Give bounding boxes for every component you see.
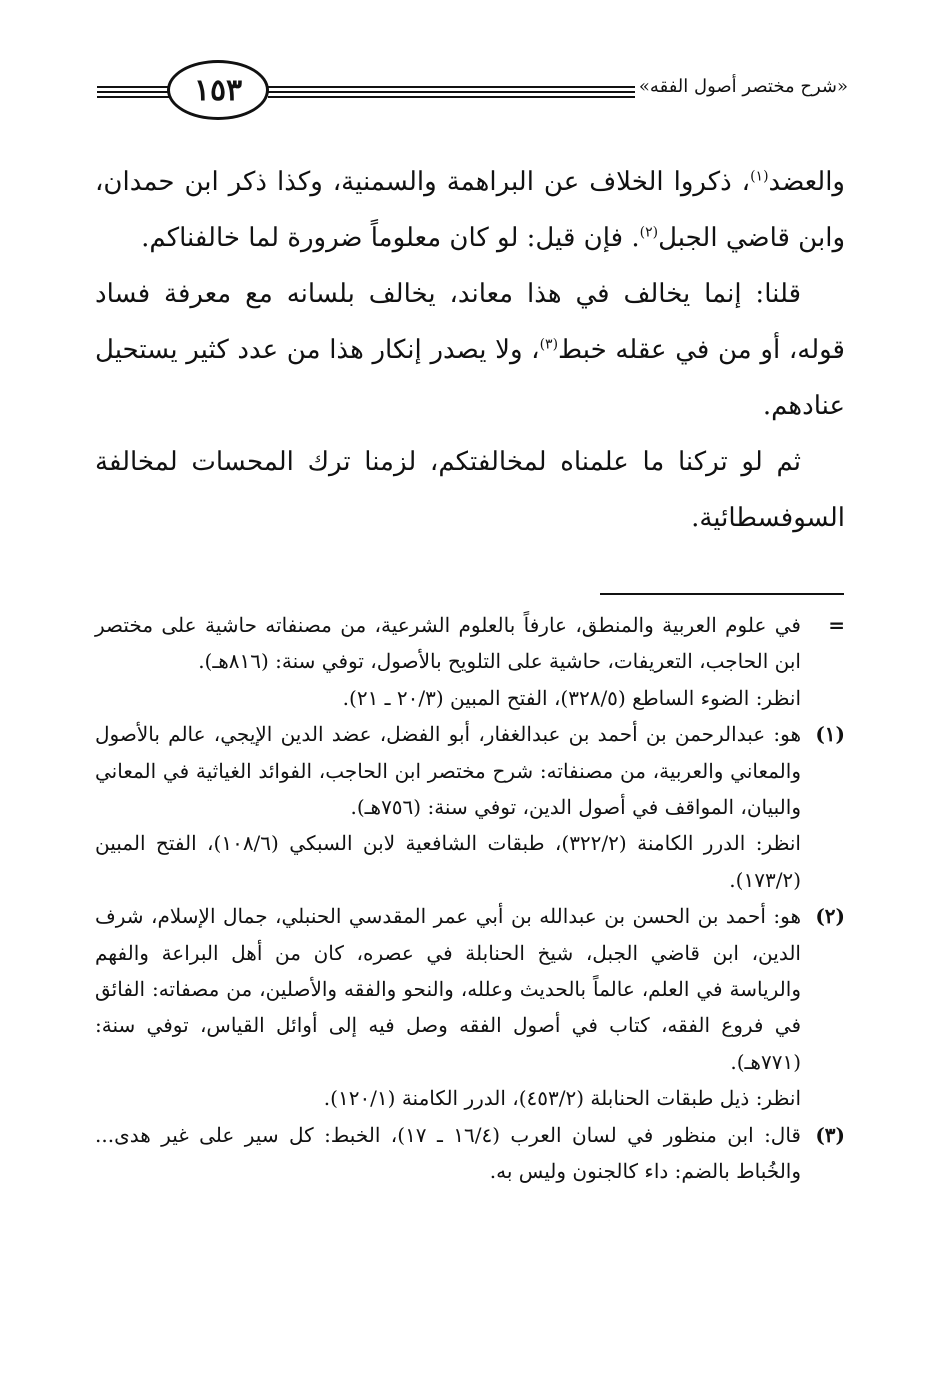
footnote-text: قال: ابن منظور في لسان العرب (١٦/٤ ـ ١٧)، الخبط: كل سير على غير هدى... والخُباط بالضم: داء كالجنون وليس به. bbox=[95, 1122, 801, 1184]
footnote-reference: انظر: الدرر الكامنة (٣٢٢/٢)، طبقات الشافعية لابن السبكي (١٠٨/٦)، الفتح المبين (١٧٣/٢). bbox=[95, 831, 801, 892]
main-text bbox=[95, 154, 845, 546]
footnote-text: في علوم العربية والمنطق، عارفاً بالعلوم الشرعية، من مصنفاته حاشية على مختصر ابن الحاجب، التعريفات، حاشية على التلويح بالأصول، توفي سنة: (٨١٦هـ). bbox=[95, 613, 801, 674]
header-rule-right bbox=[268, 86, 635, 98]
page-number: ١٥٣ bbox=[167, 60, 269, 120]
footnote-mark: = bbox=[828, 613, 845, 637]
footnote-ref-3: (٣) bbox=[539, 336, 559, 353]
paragraph-3: ثم لو تركنا ما علمناه لمخالفتكم، لزمنا ترك المحسات لمخالفة السوفسطائية. bbox=[95, 447, 845, 533]
footnote-ref-2: (٢) bbox=[639, 224, 659, 241]
footnote-body bbox=[95, 898, 801, 1116]
paragraph-2-part-a: قلنا: إنما يخالف في هذا معاند، يخالف بلسانه مع معرفة فساد قوله، أو من في عقله خبط bbox=[95, 279, 845, 365]
footnote-ref-1: (١) bbox=[750, 168, 769, 185]
footnote-divider bbox=[600, 593, 844, 595]
paragraph-2-part-b: ، ولا يصدر إنكار هذا من عدد كثير يستحيل عنادهم. bbox=[95, 335, 845, 421]
paragraph-1-part-c: . فإن قيل: لو كان معلوماً ضرورة لما خالفناكم. bbox=[141, 223, 640, 253]
footnote-2 bbox=[95, 898, 845, 1116]
footnote-1 bbox=[95, 716, 845, 898]
footnote-reference: انظر: ذيل طبقات الحنابلة (٤٥٣/٢)، الدرر الكامنة (١٢٠/١). bbox=[323, 1086, 801, 1111]
footnote-mark: (٢) bbox=[815, 904, 845, 929]
footnotes bbox=[95, 607, 845, 1190]
footnote-mark: (٣) bbox=[815, 1122, 845, 1147]
footnote-3 bbox=[95, 1117, 845, 1190]
paragraph-2 bbox=[95, 266, 845, 434]
running-header-title: «شرح مختصر أصول الفقه» bbox=[638, 76, 848, 97]
footnote-body bbox=[95, 1117, 801, 1190]
footnote-continued bbox=[95, 607, 845, 716]
footnote-reference: انظر: الضوء الساطع (٣٢٨/٥)، الفتح المبين (٢٠/٣ ـ ٢١). bbox=[342, 685, 801, 710]
footnote-text: هو: عبدالرحمن بن أحمد بن عبدالغفار، أبو الفضل، عضد الدين الإيجي، عالم بالأصول والمعاني والعربية، من مصنفاته: شرح مختصر ابن الحاجب، الفوائد الغياثية في المعاني والبيان، المواقف في أصول الدين، توفي سنة: (٧٥٦هـ). bbox=[95, 722, 801, 820]
footnote-body bbox=[95, 716, 801, 898]
footnote-body bbox=[95, 607, 801, 716]
header-rule-left bbox=[97, 86, 169, 98]
paragraph-1-part-b: ، ذكروا الخلاف عن البراهمة والسمنية، وكذا ذكر ابن حمدان، وابن قاضي الجبل bbox=[95, 167, 845, 253]
footnote-text: هو: أحمد بن الحسن بن عبدالله بن أبي عمر المقدسي الحنبلي، جمال الإسلام، شرف الدين، ابن قاضي الجبل، شيخ الحنابلة في عصره، كان من أهل البراعة والفهم والرياسة في العلم، عالماً بالحديث وعلله، والنحو والفقه والأصلين، من مصفاته: الفائق في فروع الفقه، كتاب في أصول الفقه وصل فيه إلى أوائل القياس، توفي سنة: (٧٧١هـ). bbox=[95, 904, 801, 1074]
paragraph-1-part-a: والعضد bbox=[768, 167, 845, 197]
footnote-mark: (١) bbox=[815, 722, 845, 747]
paragraph-1 bbox=[95, 154, 845, 266]
